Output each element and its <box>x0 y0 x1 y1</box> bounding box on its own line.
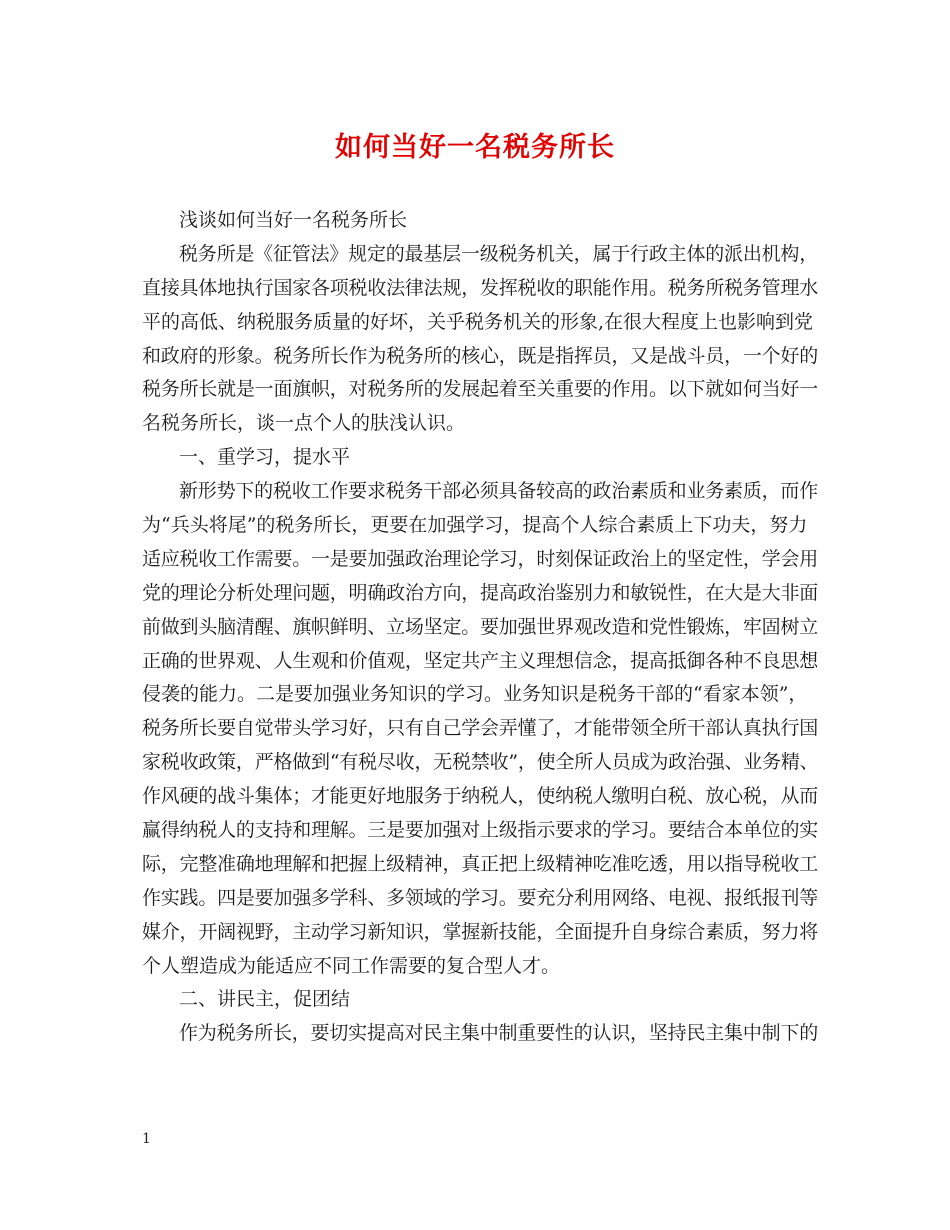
text-line: 适应税收工作需要。一是要加强政治理论学习，时刻保证政治上的坚定性，学会用 <box>142 547 819 570</box>
text-line: 媒介，开阔视野，主动学习新知识，掌握新技能，全面提升自身综合素质，努力将 <box>142 920 819 943</box>
text-line: 作实践。四是要加强多学科、多领域的学习。要充分利用网络、电视、报纸报刊等 <box>142 886 819 909</box>
text-line: 际，完整准确地理解和把握上级精神，真正把上级精神吃准吃透，用以指导税收工 <box>142 852 819 875</box>
text-line: 家税收政策，严格做到“有税尽收，无税禁收”，使全所人员成为政治强、业务精、 <box>142 751 819 774</box>
text-line: 个人塑造成为能适应不同工作需要的复合型人才。 <box>142 954 561 977</box>
text-line: 平的高低、纳税服务质量的好坏，关乎税务机关的形象,在很大程度上也影响到党 <box>142 310 814 333</box>
text-line: 二、讲民主，促团结 <box>179 988 351 1011</box>
text-line: 作风硬的战斗集体；才能更好地服务于纳税人，使纳税人缴明白税、放心税，从而 <box>142 785 819 808</box>
text-line: 浅谈如何当好一名税务所长 <box>179 209 408 231</box>
page-title: 如何当好一名税务所长 <box>335 132 615 163</box>
text-line: 正确的世界观、人生观和价值观，坚定共产主义理想信念，提高抵御各种不良思想 <box>142 649 819 672</box>
document-body <box>142 204 818 1051</box>
text-line: 为“兵头将尾”的税务所长，更要在加强学习，提高个人综合素质上下功夫，努力 <box>142 514 808 537</box>
text-line: 前做到头脑清醒、旗帜鲜明、立场坚定。要加强世界观改造和党性锻炼，牢固树立 <box>142 615 819 638</box>
text-line: 税务所是《征管法》规定的最基层一级税务机关，属于行政主体的派出机构， <box>179 242 819 265</box>
text-line: 和政府的形象。税务所长作为税务所的核心，既是指挥员，又是战斗员，一个好的 <box>142 344 819 367</box>
text-line: 直接具体地执行国家各项税收法律法规，发挥税收的职能作用。税务所税务管理水 <box>142 276 819 299</box>
text-line: 一、重学习，提水平 <box>179 446 351 469</box>
text-line: 名税务所长，谈一点个人的肤浅认识。 <box>142 412 466 435</box>
text-line: 侵袭的能力。二是要加强业务知识的学习。业务知识是税务干部的“看家本领”， <box>142 683 808 706</box>
text-line: 作为税务所长，要切实提高对民主集中制重要性的认识，坚持民主集中制下的 <box>179 1022 819 1045</box>
page-number: 1 <box>142 1131 151 1147</box>
text-line: 税务所长就是一面旗帜，对税务所的发展起着至关重要的作用。以下就如何当好一 <box>142 378 819 401</box>
text-line: 党的理论分析处理问题，明确政治方向，提高政治鉴别力和敏锐性，在大是大非面 <box>142 581 819 604</box>
text-line: 新形势下的税收工作要求税务干部必须具备较高的政治素质和业务素质，而作 <box>179 480 819 503</box>
text-line: 赢得纳税人的支持和理解。三是要加强对上级指示要求的学习。要结合本单位的实 <box>142 819 819 842</box>
text-line: 税务所长要自觉带头学习好，只有自己学会弄懂了，才能带领全所干部认真执行国 <box>142 717 819 740</box>
